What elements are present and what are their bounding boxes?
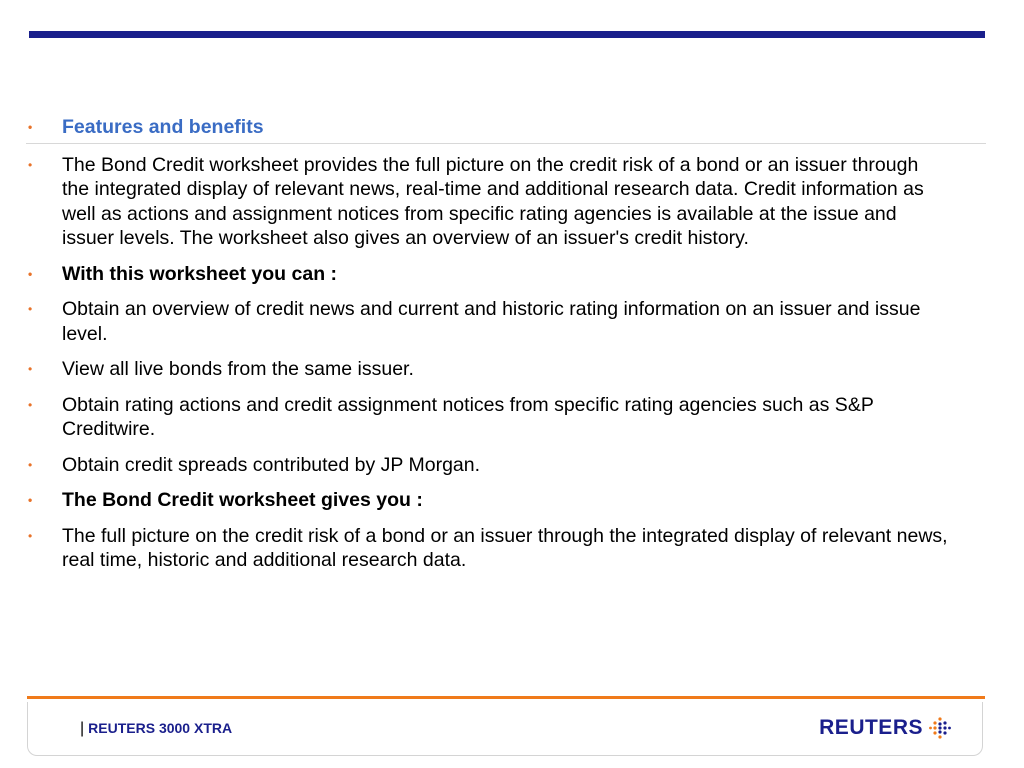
heading-divider (26, 143, 986, 144)
bullet-dot-icon: • (28, 302, 33, 316)
bullet-dot-icon: • (28, 528, 33, 543)
bullet-text: With this worksheet you can : (62, 262, 338, 285)
bullet-text: The Bond Credit worksheet provides the full picture on the credit risk of a bond or an issuer through the integrated display of relevant news, real-time and additional research data. Credit information as well as actions and assignment notices from specific rating agencies is available at the issue and issuer levels. The worksheet also gives an overview of an issuer's credit history. (62, 153, 924, 249)
bullet-dot-icon: • (28, 397, 33, 412)
footer-separator: | (80, 720, 85, 737)
bullet-dot-icon: • (28, 493, 33, 507)
footer-accent-line (27, 696, 985, 699)
bullet-dot-icon: • (28, 362, 33, 376)
bullet-item (26, 453, 986, 478)
bullet-subheading (26, 262, 986, 287)
bullet-item (26, 357, 986, 382)
bullet-text: Features and benefits (62, 116, 264, 138)
bullet-dot-icon: • (28, 266, 33, 281)
bullet-dot-icon: • (28, 157, 33, 172)
reuters-dot-logo-icon (928, 716, 952, 740)
logo-text: REUTERS (819, 716, 923, 739)
slide-content (26, 115, 986, 584)
bullet-text: The full picture on the credit risk of a bond or an issuer through the integrated display of relevant news, real time, historic and additional research data. (62, 524, 948, 571)
footer (27, 702, 983, 756)
bullet-text: Obtain rating actions and credit assignment notices from specific rating agencies such as S&P Creditwire. (62, 393, 874, 440)
reuters-logo (819, 716, 952, 740)
footer-product-name (80, 720, 232, 738)
bullet-text: The Bond Credit worksheet gives you : (62, 489, 423, 511)
section-heading (26, 115, 986, 143)
bullet-item (26, 297, 986, 346)
bullet-subheading (26, 488, 986, 513)
bullet-dot-icon: • (28, 457, 33, 472)
bullet-text: Obtain an overview of credit news and current and historic rating information on an issuer and issue level. (62, 298, 921, 345)
bullet-item (26, 524, 986, 573)
bullet-dot-icon: • (28, 120, 33, 134)
top-accent-bar (29, 31, 985, 38)
bullet-item (26, 153, 986, 251)
bullet-text: View all live bonds from the same issuer. (62, 358, 414, 380)
bullet-item (26, 393, 986, 442)
product-name-text: REUTERS 3000 XTRA (88, 720, 233, 736)
bullet-text: Obtain credit spreads contributed by JP Morgan. (62, 453, 481, 476)
